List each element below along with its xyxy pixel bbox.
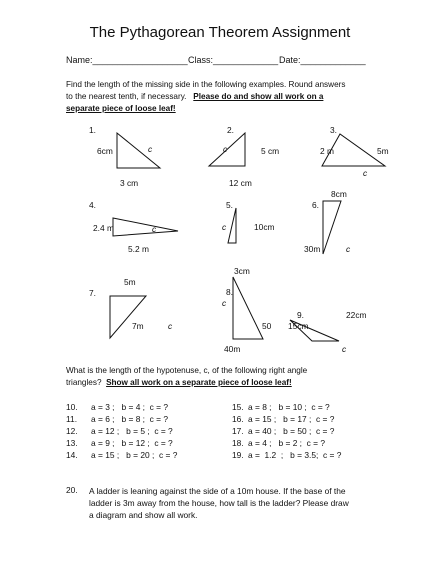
triangle-6 <box>323 201 341 254</box>
problem-9-side-c: c <box>342 344 347 354</box>
problem-7-number: 7. <box>89 288 96 298</box>
problem-8-side-c: c <box>222 298 227 308</box>
problem-7-side-top: 5m <box>124 277 136 287</box>
q20-line-1: A ladder is leaning against the side of a 10m house. If the base of the <box>89 486 346 496</box>
problem-1-side-b: 3 cm <box>120 178 139 188</box>
problem-3-number: 3. <box>330 125 337 135</box>
problem-1-number: 1. <box>89 125 96 135</box>
problem-1-side-a: 6cm <box>97 146 113 156</box>
list-item: 17. a = 40 ; b = 50 ; c = ? <box>232 426 335 436</box>
list-right <box>232 401 341 461</box>
list-item: 15. a = 8 ; b = 10 ; c = ? <box>232 402 330 412</box>
problem-4-side-c: c <box>152 224 157 234</box>
list-item: 10. a = 3 ; b = 4 ; c = ? <box>66 402 169 412</box>
list-item: 14. a = 15 ; b = 20 ; c = ? <box>66 450 178 460</box>
q20-line-3: a diagram and show all work. <box>89 510 198 520</box>
problem-2-side-b: 12 cm <box>229 178 252 188</box>
list-item: 13. a = 9 ; b = 12 ; c = ? <box>66 438 173 448</box>
problem-3-side-b: 5m <box>377 146 389 156</box>
name-field[interactable]: Name:___________________ <box>66 55 188 65</box>
class-field[interactable]: Class:_____________ <box>188 55 279 65</box>
problem-5-number: 5. <box>226 200 233 210</box>
problem-2-number: 2. <box>227 125 234 135</box>
problem-4-side-a: 2.4 m <box>93 223 114 233</box>
triangle-8 <box>233 277 263 339</box>
q20-number: 20. <box>66 485 78 495</box>
list-left <box>66 401 177 461</box>
problem-8-side-a: 50 <box>262 321 272 331</box>
problem-6-side-c: c <box>346 244 351 254</box>
instructions-line-2-bold: Please do and show all work on a <box>193 92 324 101</box>
section2-line-2-bold: Show all work on a separate piece of loose leaf! <box>106 378 292 387</box>
problem-6-side-top: 8cm <box>331 189 347 199</box>
instructions-line-2-plain: to the nearest tenth, if necessary. <box>66 92 187 101</box>
problem-3-side-c: c <box>363 168 368 178</box>
list-item: 19. a = 1.2 ; b = 3.5; c = ? <box>232 450 342 460</box>
list-item: 12. a = 12 ; b = 5 ; c = ? <box>66 426 173 436</box>
problem-7-side-c: c <box>168 321 173 331</box>
problem-3-side-a: 2 m <box>320 146 334 156</box>
problem-9-side-a: 22cm <box>346 310 367 320</box>
problem-6-side-a: 30m <box>304 244 321 254</box>
q20-line-2: ladder is 3m away from the house, how tall is the ladder? Please draw <box>89 498 349 508</box>
problem-9-side-b: 15cm <box>288 321 309 331</box>
problem-4-side-b: 5.2 m <box>128 244 149 254</box>
q20-text <box>89 485 349 521</box>
date-field[interactable]: Date:_____________ <box>279 55 366 65</box>
triangle-1 <box>117 133 160 168</box>
triangle-4 <box>113 218 178 236</box>
instructions-line-3: separate piece of loose leaf! <box>66 104 176 113</box>
triangle-7 <box>110 296 146 338</box>
instructions-line-1: Find the length of the missing side in the following examples. Round answers <box>66 80 346 89</box>
problem-5-side-c: c <box>222 222 227 232</box>
problem-8-side-b: 40m <box>224 344 241 354</box>
problem-1-side-c: c <box>148 144 153 154</box>
problem-2-side-a: 5 cm <box>261 146 280 156</box>
section2-line-1: What is the length of the hypotenuse, c, of the following right angle <box>66 366 308 375</box>
problem-6-number: 6. <box>312 200 319 210</box>
problem-9-number: 9. <box>297 310 304 320</box>
problem-8-number: 8. <box>226 287 233 297</box>
list-item: 18. a = 4 ; b = 2 ; c = ? <box>232 438 326 448</box>
list-item: 11. a = 6 ; b = 8 ; c = ? <box>66 414 169 424</box>
triangle-5 <box>228 208 236 243</box>
problem-2-side-c: c <box>223 144 228 154</box>
section2-line-2-plain: triangles? <box>66 378 102 387</box>
page-title: The Pythagorean Theorem Assignment <box>89 24 351 41</box>
problem-8-side-top: 3cm <box>234 266 250 276</box>
section2-line-2 <box>66 377 292 389</box>
problem-4-number: 4. <box>89 200 96 210</box>
list-item: 16. a = 15 ; b = 17 ; c = ? <box>232 414 335 424</box>
problem-7-side-a: 7m <box>132 321 144 331</box>
problem-5-side-a: 10cm <box>254 222 275 232</box>
